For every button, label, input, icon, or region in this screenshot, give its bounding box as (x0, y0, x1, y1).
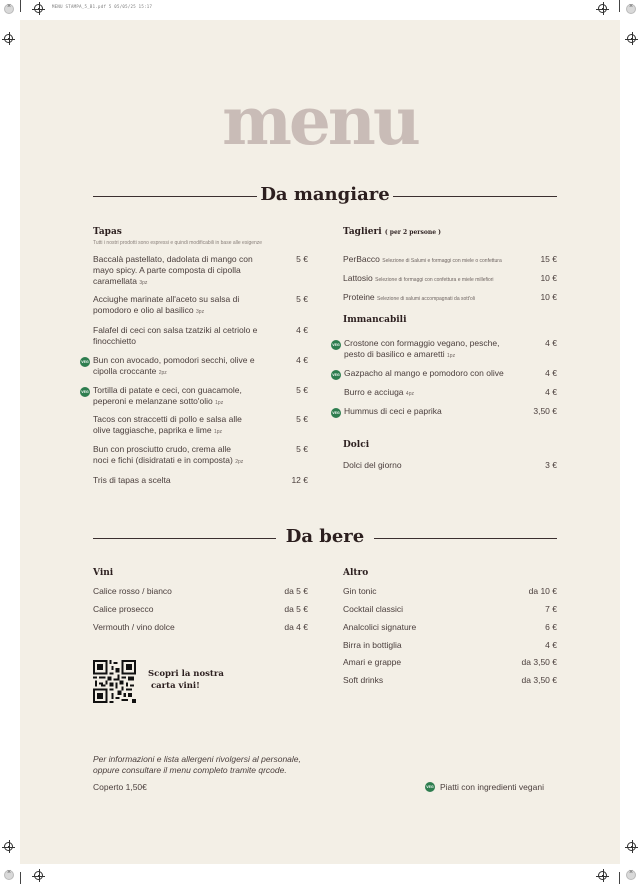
item-quantity: 2pz (235, 459, 244, 465)
registration-mark-icon (34, 871, 43, 880)
menu-item: Birra in bottiglia (343, 640, 402, 650)
item-price: 3 € (545, 460, 557, 470)
item-text: noci e fichi (disidratati e in composta) (93, 455, 233, 465)
item-description: Selezione di formaggi con confettura e miele millefiori (375, 277, 494, 283)
menu-item: Cocktail classici (343, 604, 403, 614)
item-quantity: 4pz (405, 391, 414, 397)
item-price: 5 € (296, 385, 308, 395)
vegan-legend: Piatti con ingredienti vegani (440, 782, 544, 792)
item-price: 12 € (291, 475, 308, 485)
item-text: caramellata (93, 276, 137, 286)
item-text: Tacos con straccetti di pollo e salsa alle (93, 414, 242, 424)
vegan-badge-icon: VEG (80, 387, 90, 397)
menu-item (343, 460, 402, 471)
item-quantity: 3pz (196, 309, 205, 315)
menu-item: Soft drinks (343, 675, 384, 685)
item-text: Gazpacho al mango e pomodoro con olive (344, 368, 504, 378)
item-quantity: 1pz (215, 400, 224, 406)
item-text: Hummus di ceci e paprika (344, 406, 442, 416)
wine-list-cta[interactable] (148, 668, 224, 692)
menu-item (344, 387, 414, 400)
vegan-badge-icon: VEG (331, 408, 341, 418)
item-text: Lattosio (343, 273, 373, 283)
item-price: da 3,50 € (521, 657, 557, 667)
item-text: pomodoro e olio al basilico (93, 305, 194, 315)
section-heading-da-mangiare (93, 184, 557, 208)
item-quantity: 1pz (213, 429, 223, 435)
item-price: 6 € (545, 622, 557, 632)
item-text: Bun con prosciutto crudo, crema alle (93, 444, 231, 454)
menu-item: Vermouth / vino dolce (93, 622, 175, 632)
cover-charge: Coperto 1,50€ (93, 782, 147, 792)
menu-item (93, 325, 257, 347)
item-price: 4 € (296, 355, 308, 365)
category-title-dolci: Dolci (343, 440, 370, 450)
corner-close-icon (4, 4, 14, 14)
category-title-tapas: Tapas (93, 227, 122, 237)
menu-item: Analcolici signature (343, 622, 417, 632)
menu-item: Calice rosso / bianco (93, 586, 172, 596)
item-quantity: 1pz (447, 353, 456, 359)
item-text: Tris di tapas a scelta (93, 475, 171, 485)
item-quantity: 2pz (158, 370, 167, 376)
menu-item (93, 254, 253, 289)
item-price: 5 € (296, 294, 308, 304)
registration-mark-icon (4, 842, 13, 851)
item-price: 4 € (296, 325, 308, 335)
menu-item (344, 406, 442, 417)
item-price: 15 € (540, 254, 557, 264)
menu-item (93, 414, 242, 438)
trim-mark (20, 0, 21, 12)
info-text: oppure consultare il menu completo tramite qrcode. (93, 765, 287, 775)
item-price: 3,50 € (533, 406, 557, 416)
item-text: Crostone con formaggio vegano, pesche, (344, 338, 500, 348)
menu-item (93, 355, 255, 379)
item-price: 4 € (545, 338, 557, 348)
vegan-badge-icon: VEG (331, 340, 341, 350)
item-description: Selezione di Salumi e formaggi con miele o confettura (382, 258, 502, 264)
menu-item (93, 294, 239, 318)
category-title-altro: Altro (343, 568, 369, 578)
registration-mark-icon (4, 34, 13, 43)
category-title-text: Taglieri (343, 227, 382, 237)
item-text: Dolci del giorno (343, 460, 402, 470)
menu-item (344, 368, 504, 379)
menu-item: Amari e grappe (343, 657, 402, 667)
registration-mark-icon (598, 4, 607, 13)
category-title-taglieri (343, 227, 441, 237)
divider (374, 538, 557, 539)
item-description: Selezione di salumi accompagnati da sott'oli (377, 296, 476, 302)
item-quantity: 3pz (139, 280, 148, 286)
item-text: pesto di basilico e amaretti (344, 349, 445, 359)
cta-text: Scopri la nostra (148, 669, 224, 679)
item-text: Acciughe marinate all'aceto su salsa di (93, 294, 240, 304)
vegan-badge-icon: VEG (331, 370, 341, 380)
item-text: Burro e acciuga (344, 387, 404, 397)
page-title: menu (222, 82, 418, 160)
item-price: 5 € (296, 444, 308, 454)
menu-item (93, 444, 243, 468)
registration-mark-icon (627, 842, 636, 851)
item-text: Tortilla di patate e ceci, con guacamole, (93, 385, 242, 395)
registration-mark-icon (627, 34, 636, 43)
category-title-immancabili: Immancabili (343, 315, 407, 325)
cta-text: carta vini! (151, 681, 200, 691)
category-title-note: ( per 2 persone ) (384, 229, 441, 236)
trim-mark (619, 872, 620, 884)
item-price: da 4 € (284, 622, 308, 632)
registration-mark-icon (34, 4, 43, 13)
menu-item (93, 475, 171, 486)
item-price: 4 € (545, 387, 557, 397)
registration-mark-icon (598, 871, 607, 880)
menu-item (93, 385, 242, 409)
item-text: PerBacco (343, 254, 380, 264)
menu-item: Calice prosecco (93, 604, 154, 614)
item-price: da 5 € (284, 586, 308, 596)
menu-item: Gin tonic (343, 586, 377, 596)
allergen-info (93, 754, 301, 776)
wine-list-qr-code-icon[interactable] (93, 660, 136, 703)
tapas-note: Tutti i nostri prodotti sono espressi e quindi modificabili in base alle esigenze (93, 240, 263, 246)
vegan-badge-icon: VEG (80, 357, 90, 367)
trim-mark (20, 872, 21, 884)
menu-item (344, 338, 499, 362)
item-price: 10 € (540, 292, 557, 302)
section-title: Da mangiare (260, 184, 390, 205)
item-price: 4 € (545, 368, 557, 378)
item-text: peperoni e melanzane sotto'olio (93, 396, 213, 406)
section-title: Da bere (285, 526, 365, 547)
item-text: olive taggiasche, paprika e lime (93, 425, 212, 435)
item-text: Baccalà pastellato, dadolata di mango con (93, 254, 253, 264)
item-price: da 3,50 € (521, 675, 557, 685)
item-text: finocchietto (93, 336, 136, 346)
item-text: Falafel di ceci con salsa tzatziki al cetriolo e (93, 325, 258, 335)
section-heading-da-bere (93, 526, 557, 550)
item-price: 5 € (296, 254, 308, 264)
vegan-badge-icon: VEG (425, 782, 435, 792)
item-price: 10 € (540, 273, 557, 283)
category-title-vini: Vini (93, 568, 114, 578)
menu-item (343, 254, 502, 267)
corner-close-icon (4, 870, 14, 880)
divider (393, 196, 557, 197)
corner-close-icon (626, 870, 636, 880)
item-price: 7 € (545, 604, 557, 614)
corner-close-icon (626, 4, 636, 14)
item-text: Proteine (343, 292, 375, 302)
print-slug: MENU STAMPA_5_B1.pdf 5 05/05/25 15:17 (52, 4, 153, 9)
menu-item (343, 273, 494, 286)
info-text: Per informazioni e lista allergeni rivolgersi al personale, (93, 754, 301, 764)
trim-mark (619, 0, 620, 12)
item-text: cipolla croccante (93, 366, 157, 376)
item-price: da 5 € (284, 604, 308, 614)
item-price: da 10 € (528, 586, 557, 596)
item-price: 4 € (545, 640, 557, 650)
item-price: 5 € (296, 414, 308, 424)
item-text: Bun con avocado, pomodori secchi, olive e (93, 355, 255, 365)
item-text: mayo spicy. A parte composta di cipolla (93, 265, 241, 275)
menu-item (343, 292, 475, 305)
